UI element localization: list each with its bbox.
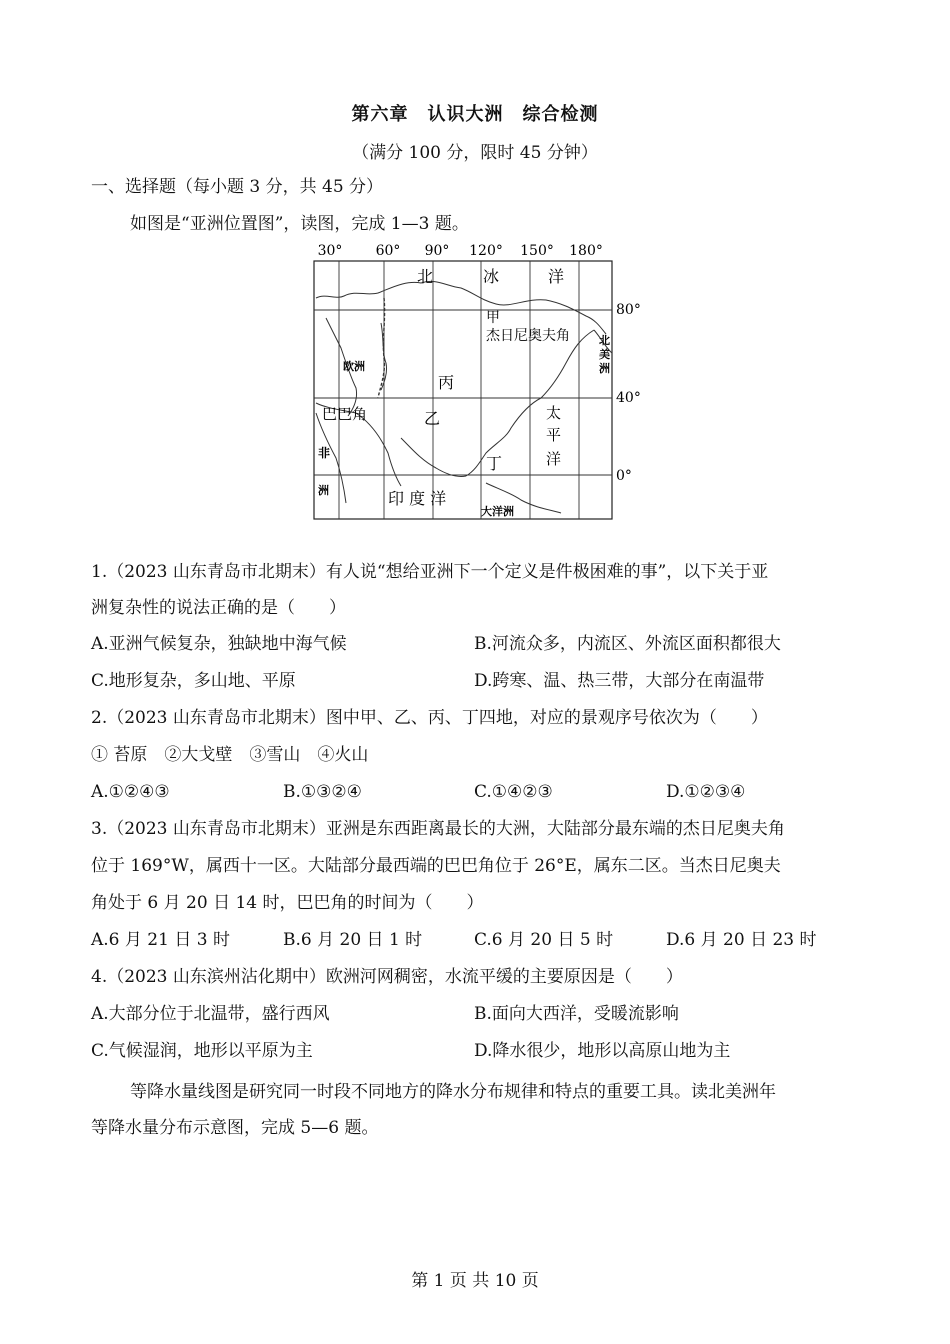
q3-option-c: C.6 月 20 日 5 时 [474, 930, 614, 950]
q1-option-b: B.河流众多，内流区、外流区面积都很大 [474, 634, 781, 654]
q4-option-a: A.大部分位于北温带，盛行西风 [91, 1004, 330, 1024]
lon-label: 90° [424, 243, 450, 259]
label-yi: 乙 [424, 409, 441, 428]
label-bei: 北 [417, 267, 434, 286]
label-yang2: 洋 [546, 450, 562, 468]
q3-option-a: A.6 月 21 日 3 时 [91, 930, 230, 950]
page-footer: 第 1 页 共 10 页 [411, 1271, 539, 1291]
map-frame [314, 261, 612, 519]
lon-label: 180° [569, 243, 603, 259]
label-zhou: 洲 [318, 484, 329, 497]
label-na-1: 北 [599, 334, 610, 347]
lat-label: 0° [616, 468, 632, 484]
asia-location-map [296, 238, 656, 528]
q2-stem: 2.（2023 山东青岛市北期末）图中甲、乙、丙、丁四地，对应的景观序号依次为（ ） [91, 708, 768, 728]
lon-label: 30° [317, 243, 343, 259]
intro-text-2b: 等降水量分布示意图，完成 5—6 题。 [91, 1118, 379, 1138]
q2-option-d: D.①②③④ [666, 782, 746, 802]
page-title: 第六章 认识大洲 综合检测 [351, 104, 599, 125]
label-europe: 欧洲 [343, 360, 365, 373]
intro-text-2: 等降水量线图是研究同一时段不同地方的降水分布规律和特点的重要工具。读北美洲年 [130, 1082, 776, 1102]
label-na-3: 洲 [599, 362, 610, 375]
q2-option-b: B.①③②④ [283, 782, 362, 802]
q3-option-b: B.6 月 20 日 1 时 [283, 930, 423, 950]
q3-stem-line2: 位于 169°W，属西十一区。大陆部分最西端的巴巴角位于 26°E，属东二区。当杰日尼奥夫 [91, 856, 781, 876]
q1-option-d: D.跨寒、温、热三带，大部分在南温带 [474, 671, 765, 691]
lon-label: 120° [469, 243, 503, 259]
label-ding: 丁 [486, 454, 503, 473]
label-cape-dezhnev: 杰日尼奥夫角 [486, 328, 570, 344]
q4-stem: 4.（2023 山东滨州沾化期中）欧洲河网稠密，水流平缓的主要原因是（ ） [91, 967, 683, 987]
q3-option-d: D.6 月 20 日 23 时 [666, 930, 817, 950]
lon-label: 60° [375, 243, 401, 259]
label-yang: 洋 [548, 267, 565, 286]
q1-option-c: C.地形复杂，多山地、平原 [91, 671, 296, 691]
section-heading: 一、选择题（每小题 3 分，共 45 分） [91, 177, 384, 197]
label-ping: 平 [546, 426, 562, 444]
page-subtitle: （满分 100 分，限时 45 分钟） [352, 143, 598, 163]
lon-label: 150° [520, 243, 554, 259]
label-jia: 甲 [486, 310, 500, 326]
label-na-2: 美 [599, 348, 610, 361]
q3-stem-line3: 角处于 6 月 20 日 14 时，巴巴角的时间为（ ） [91, 893, 484, 913]
q4-option-b: B.面向大西洋，受暖流影响 [474, 1004, 679, 1024]
intro-text: 如图是“亚洲位置图”，读图，完成 1—3 题。 [130, 214, 469, 234]
coastlines [316, 281, 612, 513]
q4-option-d: D.降水很少，地形以高原山地为主 [474, 1041, 731, 1061]
label-bing: 冰 [483, 267, 500, 286]
map-svg [296, 238, 656, 528]
q1-option-a: A.亚洲气候复杂，独缺地中海气候 [91, 634, 347, 654]
q3-stem-line1: 3.（2023 山东青岛市北期末）亚洲是东西距离最长的大洲，大陆部分最东端的杰日尼奥夫角 [91, 819, 785, 839]
q1-stem-line2: 洲复杂性的说法正确的是（ ） [91, 598, 346, 618]
label-indian-ocean: 印 度 洋 [388, 489, 447, 508]
label-bing3: 丙 [438, 373, 455, 392]
lat-label: 40° [616, 390, 641, 406]
map-grid [314, 261, 612, 519]
label-fei: 非 [318, 446, 331, 460]
q2-items: ① 苔原 ②大戈壁 ③雪山 ④火山 [91, 745, 369, 765]
label-baba-cape: 巴巴角 [322, 405, 368, 423]
q4-option-c: C.气候湿润，地形以平原为主 [91, 1041, 313, 1061]
q1-stem-line1: 1.（2023 山东青岛市北期末）有人说“想给亚洲下一个定义是件极困难的事”，以下关于亚 [91, 562, 769, 582]
label-oceania: 大洋洲 [481, 505, 514, 518]
label-tai: 太 [546, 404, 562, 422]
q2-option-a: A.①②④③ [91, 782, 170, 802]
lat-label: 80° [616, 302, 641, 318]
q2-option-c: C.①④②③ [474, 782, 553, 802]
